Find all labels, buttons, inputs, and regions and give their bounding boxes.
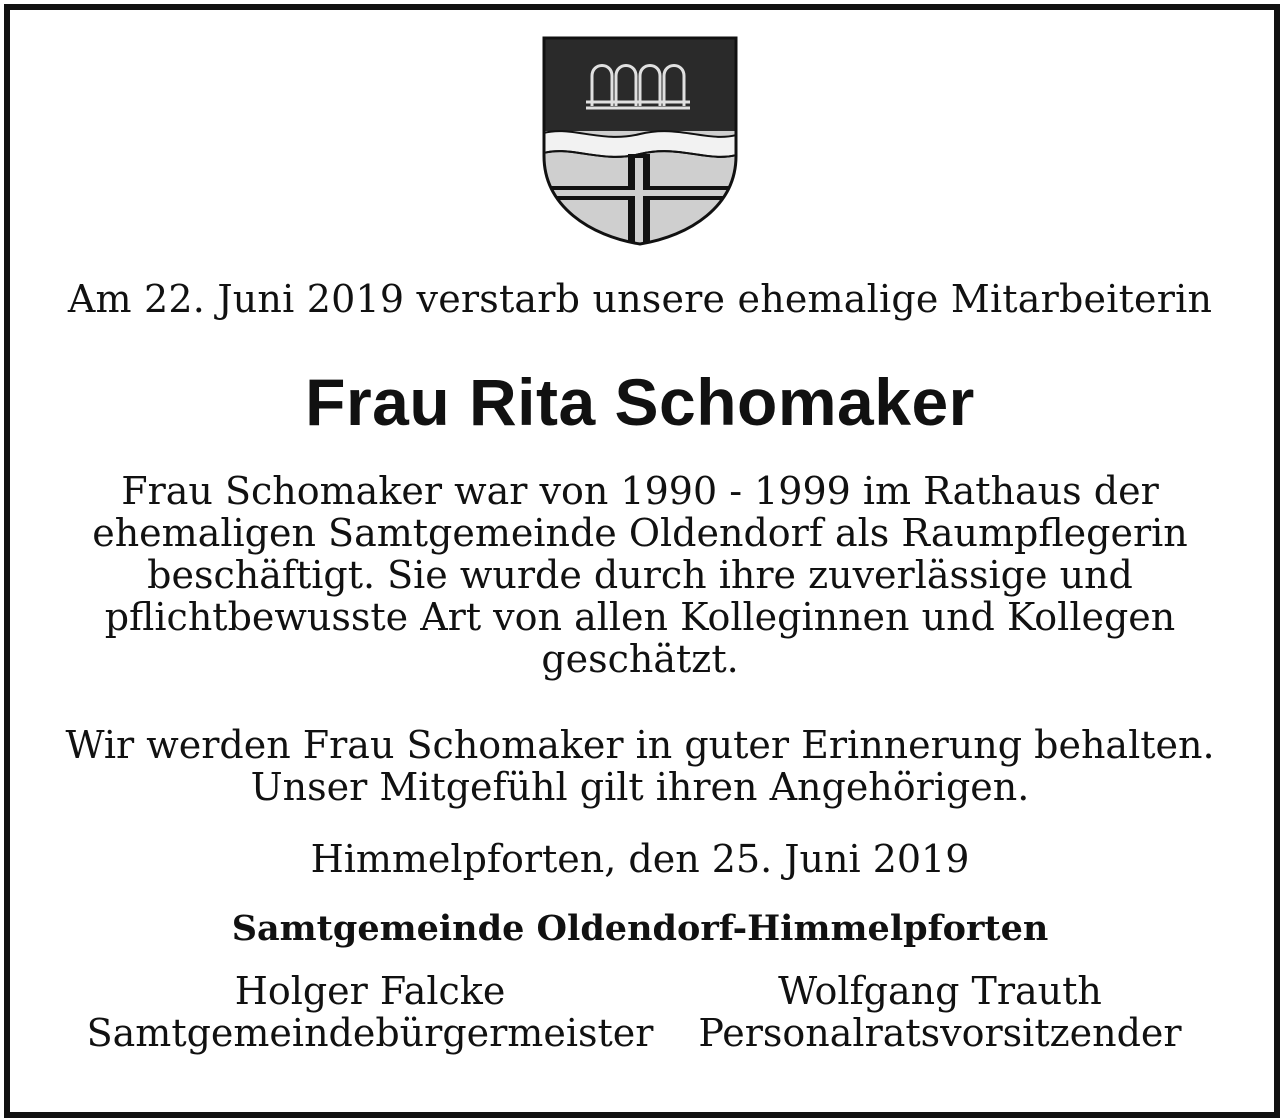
signatory-name: Wolfgang Trauth (778, 969, 1102, 1013)
signatory-title: Personalratsvorsitzender (698, 1011, 1182, 1055)
biography-paragraph (0, 470, 1280, 680)
intro-text: Am 22. Juni 2019 verstarb unsere ehemalige Mitarbeiterin (67, 277, 1213, 321)
signatory-name: Holger Falcke (234, 969, 506, 1013)
signatory-left (60, 970, 680, 1054)
coat-of-arms-icon (540, 36, 740, 246)
paragraph-line: beschäftigt. Sie wurde durch ihre zuverlässige und (147, 553, 1133, 597)
condolence-paragraph (0, 724, 1280, 808)
signatory-right (640, 970, 1240, 1054)
place-and-date: Himmelpforten, den 25. Juni 2019 (310, 837, 970, 881)
paragraph-line: Wir werden Frau Schomaker in guter Erinnerung behalten. (65, 723, 1215, 767)
paragraph-line: Unser Mitgefühl gilt ihren Angehörigen. (250, 765, 1030, 809)
signatory-title: Samtgemeindebürgermeister (86, 1011, 654, 1055)
paragraph-line: pflichtbewusste Art von allen Kolleginnen und Kollegen (104, 595, 1176, 639)
paragraph-line: geschätzt. (541, 637, 739, 681)
paragraph-line: ehemaligen Samtgemeinde Oldendorf als Raumpflegerin (92, 511, 1188, 555)
organization-name: Samtgemeinde Oldendorf-Himmelpforten (231, 908, 1049, 949)
deceased-name: Frau Rita Schomaker (305, 365, 975, 439)
paragraph-line: Frau Schomaker war von 1990 - 1999 im Rathaus der (121, 469, 1159, 513)
